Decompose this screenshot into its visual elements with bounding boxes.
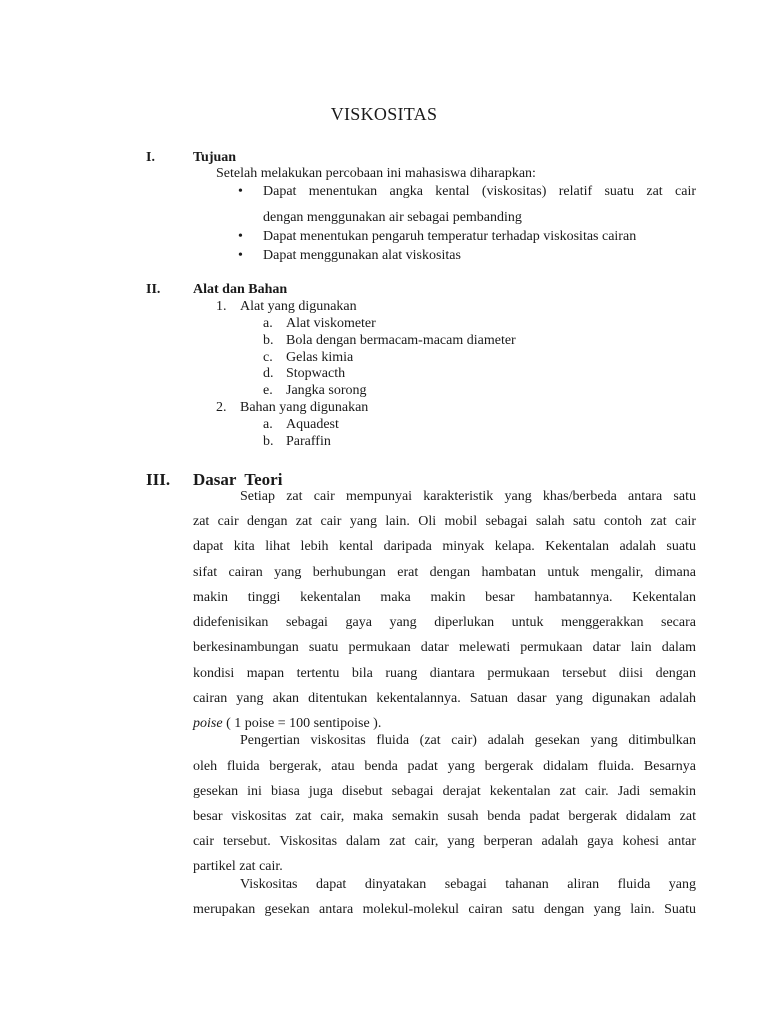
paragraph-2-line: cair tersebut. Viskositas dalam zat cair, yang berperan adalah gaya kohesi antar	[193, 834, 696, 849]
list-item-label: b.	[263, 434, 274, 449]
paragraph-2-line: besar viskositas zat cair, maka semakin susah benda padat bergerak didalam zat	[193, 809, 696, 824]
list-item: Gelas kimia	[286, 350, 354, 365]
list-item: Paraffin	[286, 434, 331, 449]
paragraph-1-line: dapat kita lihat lebih kental daripada minyak kelapa. Kekentalan adalah suatu	[193, 539, 696, 554]
section-3-heading: Dasar Teori	[193, 470, 283, 489]
list-item: Jangka sorong	[286, 383, 367, 398]
paragraph-1-line: didefenisikan sebagai gaya yang diperlukan untuk menggerakkan secara	[193, 615, 696, 630]
paragraph-3-line: Viskositas dapat dinyatakan sebagai tahanan aliran fluida yang	[240, 877, 696, 892]
paragraph-2-line: Pengertian viskositas fluida (zat cair) adalah gesekan yang ditimbulkan	[240, 733, 696, 748]
section-2-number: II.	[146, 282, 161, 297]
document-title: VISKOSITAS	[330, 104, 438, 124]
section-3-number: III.	[146, 470, 171, 489]
list-item-label: a.	[263, 316, 273, 331]
paragraph-1-line: makin tinggi kekentalan maka makin besar hambatannya. Kekentalan	[193, 590, 696, 605]
list-item-label: c.	[263, 350, 273, 365]
paragraph-3-line: merupakan gesekan antara molekul-molekul cairan satu dengan yang lain. Suatu	[193, 902, 696, 917]
paragraph-1-line: berkesinambungan suatu permukaan datar melewati permukaan datar lain dalam	[193, 640, 696, 655]
list-item: Aquadest	[286, 417, 339, 432]
bullet-1-line-2: dengan menggunakan air sebagai pembanding	[263, 210, 522, 225]
bullet-icon: •	[238, 229, 243, 244]
list-item-label: a.	[263, 417, 273, 432]
group-1-label: 1.	[216, 299, 227, 314]
unit-poise: poise	[193, 716, 223, 731]
paragraph-1-line: cairan yang akan ditentukan kekentalannya. Satuan dasar yang digunakan adalah	[193, 691, 696, 706]
paragraph-1-line: zat cair dengan zat cair yang lain. Oli mobil sebagai salah satu contoh zat cair	[193, 514, 696, 529]
section-1-intro: Setelah melakukan percobaan ini mahasiswa diharapkan:	[216, 166, 536, 181]
group-2-text: Bahan yang digunakan	[240, 400, 369, 415]
paragraph-1-line: Setiap zat cair mempunyai karakteristik yang khas/berbeda antara satu	[240, 489, 696, 504]
list-item-label: e.	[263, 383, 273, 398]
list-item: Alat viskometer	[286, 316, 376, 331]
unit-definition: ( 1 poise = 100 sentipoise ).	[222, 716, 382, 731]
paragraph-2-line: partikel zat cair.	[193, 859, 283, 874]
section-1-number: I.	[146, 150, 155, 165]
list-item: Stopwacth	[286, 366, 346, 381]
group-2-label: 2.	[216, 400, 227, 415]
bullet-icon: •	[238, 184, 243, 199]
section-2-heading: Alat dan Bahan	[193, 282, 288, 297]
paragraph-2-line: oleh fluida bergerak, atau benda padat yang bergerak didalam fluida. Besarnya	[193, 759, 696, 774]
paragraph-1-last-line	[193, 716, 381, 732]
paragraph-2-line: gesekan ini biasa juga disebut sebagai derajat kekentalan zat cair. Jadi semakin	[193, 784, 696, 799]
group-1-text: Alat yang digunakan	[240, 299, 357, 314]
list-item-label: b.	[263, 333, 274, 348]
bullet-2: Dapat menentukan pengaruh temperatur terhadap viskositas cairan	[263, 229, 637, 244]
paragraph-1-line: kondisi mapan tertentu bila ruang diantara permukaan tersebut diisi dengan	[193, 666, 696, 681]
bullet-3: Dapat menggunakan alat viskositas	[263, 248, 461, 263]
list-item: Bola dengan bermacam-macam diameter	[286, 333, 516, 348]
section-1-heading: Tujuan	[193, 150, 237, 165]
paragraph-1-line: sifat cairan yang berhubungan erat dengan hambatan untuk mengalir, dimana	[193, 565, 696, 580]
bullet-1-line-1: Dapat menentukan angka kental (viskositas) relatif suatu zat cair	[263, 184, 696, 199]
bullet-icon: •	[238, 248, 243, 263]
list-item-label: d.	[263, 366, 274, 381]
